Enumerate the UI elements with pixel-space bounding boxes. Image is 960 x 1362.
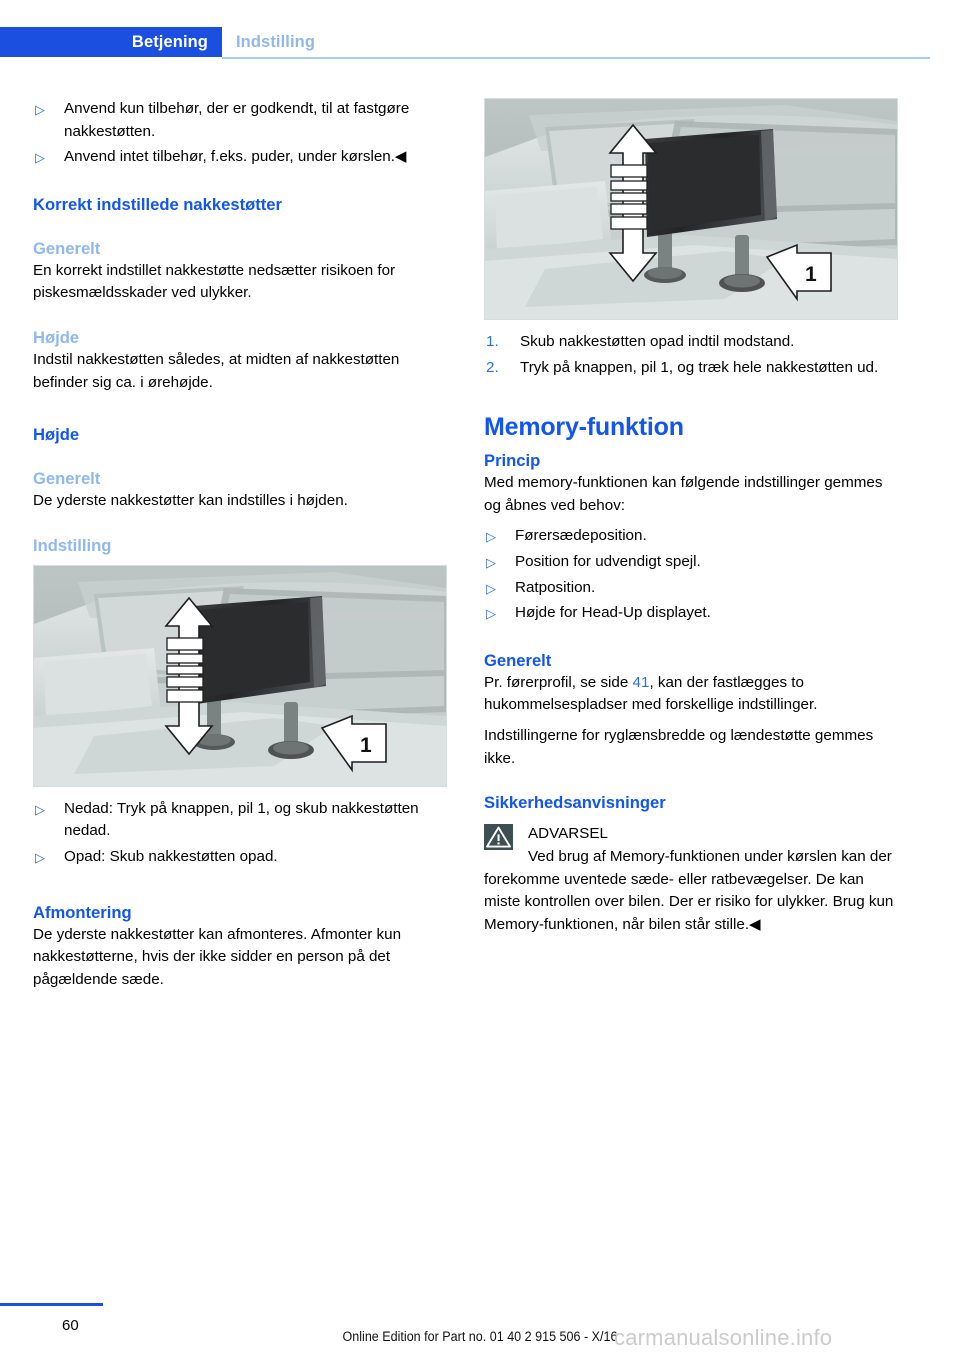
figure-headrest-adjust-left [33,565,447,787]
paragraph-afmontering: De yderste nakkestøtter kan afmonteres. Afmonter kun nakkestøtterne, hvis der ikke sidder en person på det pågældende sæde. [33,925,402,988]
spacer [484,320,898,331]
paragraph-prefix: Pr. førerprofil, se side [484,673,633,691]
figure-callout-1: 1 [805,263,817,286]
list-item [33,798,447,843]
footer-divider [0,1303,103,1306]
warning-triangle-icon [484,824,513,850]
heading-sikkerhedsanvisninger: Sikkerhedsanvisninger [484,793,666,813]
spacer [33,305,447,327]
list-item-text: Anvend kun tilbehør, der er godkendt, til at fastgøre nakkestøtten. [64,100,410,140]
page-cross-reference[interactable]: 41 [632,673,650,691]
figure-headrest-remove-right [484,98,898,320]
warning-title: ADVARSEL [528,825,608,843]
list-item-text: Anvend intet tilbehør, f.eks. puder, under kørslen.◀ [64,148,407,166]
tab-betjening[interactable]: Betjening [0,27,222,57]
spacer [484,517,898,525]
page-number: 60 [62,1317,79,1334]
list-item-text: Nedad: Tryk på knappen, pil 1, og skub nakkestøtten nedad. [64,799,419,840]
headrest-illustration [34,566,446,786]
list-item-text: Opad: Skub nakkestøtten opad. [64,847,278,865]
paragraph-generelt-right [484,672,898,717]
step-number: 1. [486,333,499,350]
spacer [484,442,898,450]
paragraph-generelt-1: En korrekt indstillet nakkestøtte nedsætter risikoen for piskesmældsskader ved ulykker. [33,261,396,302]
paragraph-princip: Med memory-funktionen kan følgende indstillinger gemmes og åbnes ved behov: [484,474,883,514]
list-item [33,146,447,169]
spacer [33,394,447,424]
page-header [0,27,960,59]
list-item [33,98,447,143]
bullet-triangle-icon: ▷ [35,102,45,117]
heading-generelt-2: Generelt [33,469,101,489]
bullet-triangle-icon: ▷ [35,849,45,865]
adjust-bullet-list [33,798,447,869]
spacer [484,628,898,650]
spacer [484,814,898,822]
list-item-text: Ratposition. [515,578,596,596]
list-item [484,357,898,380]
spacer [33,172,447,194]
footer-edition-note: Online Edition for Part no. 01 40 2 915 506 - X/16 [342,1329,618,1344]
spacer [33,872,447,902]
spacer [484,770,898,792]
list-item [33,846,447,869]
step-text: Skub nakkestøtten opad indtil modstand. [520,333,795,350]
princip-bullet-list [484,525,898,624]
paragraph-generelt-2: De yderste nakkestøtter kan indstilles i højden. [33,492,348,510]
step-number: 2. [486,358,499,376]
list-item [484,577,898,600]
paragraph-generelt-right-2: Indstillingerne for ryglænsbredde og lændestøtte gemmes ikke. [484,726,874,767]
heading-hoejde-light: Højde [33,327,80,347]
bullet-triangle-icon: ▷ [486,580,496,596]
right-column [484,98,898,937]
heading-generelt-1: Generelt [33,238,101,258]
spacer [33,446,447,468]
top-bullet-list [33,98,447,169]
bullet-triangle-icon: ▷ [35,150,45,166]
step-text: Tryk på knappen, pil 1, og træk hele nakkestøtten ud. [520,358,879,376]
heading-hoejde-strong: Højde [33,425,80,445]
paragraph-suffix: , kan der fastlægges to hukommelsespladser med forskellige indstillinger. [484,673,818,714]
heading-afmontering: Afmontering [33,902,132,922]
list-item-text: Position for udvendigt spejl. [515,552,701,570]
headrest-illustration [485,99,897,319]
spacer [33,787,447,798]
spacer [33,557,447,565]
figure-callout-1: 1 [360,733,372,757]
warning-block [484,822,898,936]
tab-indstilling[interactable]: Indstilling [236,32,316,51]
list-item [484,551,898,574]
bullet-triangle-icon: ▷ [486,529,496,545]
heading-korrekt-indstillede-nakkestoetter: Korrekt indstillede nakkestøtter [33,194,282,214]
list-item [484,602,898,625]
list-item [484,525,898,548]
paragraph-hoejde: Indstil nakkestøtten således, at midten af nakkestøtten befinder sig ca. i ørehøjde. [33,350,400,391]
list-item-text: Førersædeposition. [515,527,647,545]
warning-body: Ved brug af Memory-funktionen under kørslen kan der forekomme uventede sæde- eller ratbevægelser. De kan miste kontrollen over bilen. Der er risiko for ulykker. Brug kun Memory-funktionen, når bilen står stille.◀ [484,848,894,933]
spacer [484,382,898,412]
heading-generelt-right: Generelt [484,650,552,670]
removal-steps-list [484,331,898,379]
header-divider [222,57,930,59]
site-watermark: carmanualsonline.info [614,1325,833,1350]
spacer [33,513,447,535]
list-item-text: Højde for Head-Up displayet. [515,604,711,622]
bullet-triangle-icon: ▷ [486,606,496,622]
left-column [33,98,447,991]
bullet-triangle-icon: ▷ [35,801,45,817]
heading-indstilling: Indstilling [33,535,112,555]
list-item [484,331,898,354]
heading-princip: Princip [484,451,541,471]
spacer [33,216,447,238]
chapter-title-memory-funktion: Memory-funktion [484,413,684,442]
warning-triangle-glyph [484,824,513,850]
bullet-triangle-icon: ▷ [486,554,496,570]
spacer [484,717,898,725]
